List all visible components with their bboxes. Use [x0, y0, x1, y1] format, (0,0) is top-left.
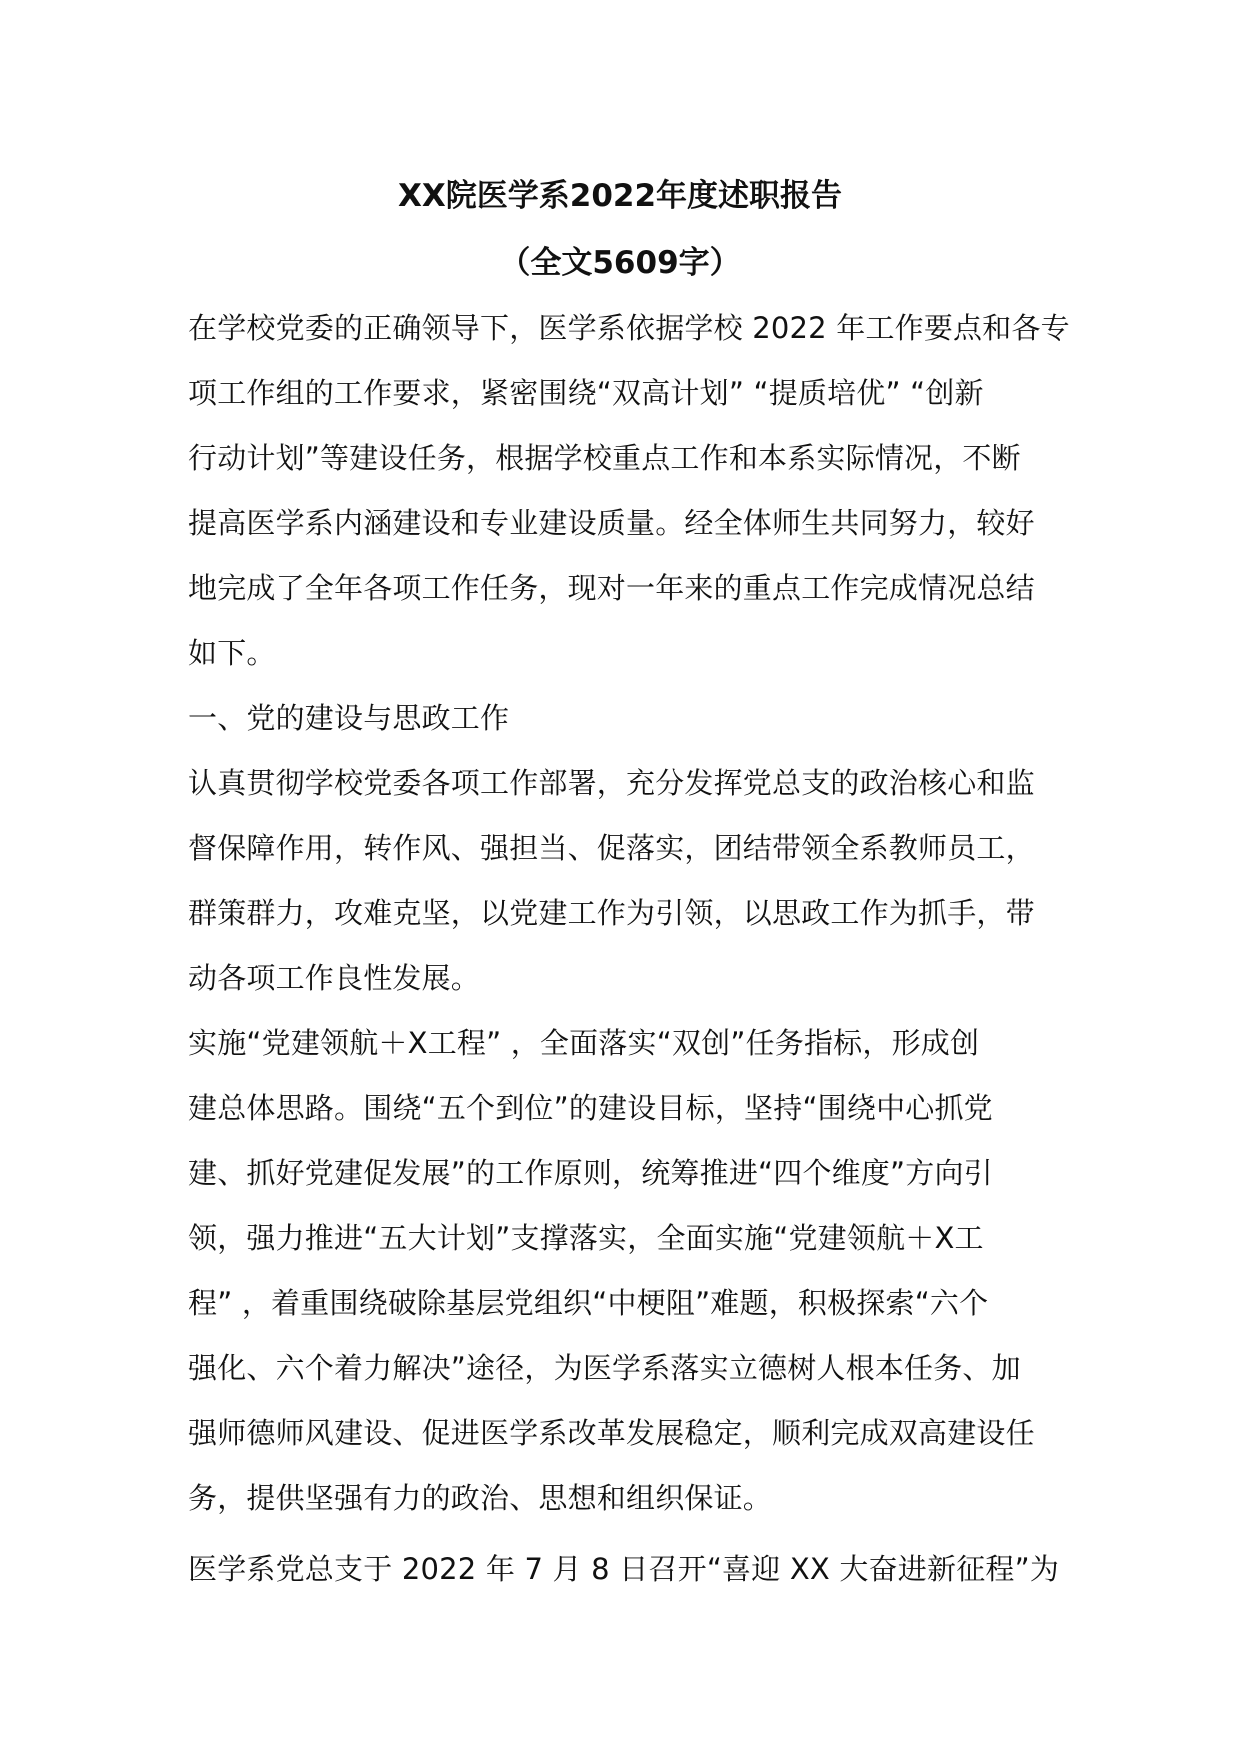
body-line: 建总体思路。围绕“五个到位”的建设目标，坚持“围绕中心抓党 [188, 1091, 993, 1125]
body-line: 督保障作用，转作风、强担当、促落实，团结带领全系教师员工， [188, 831, 1035, 865]
body-line: 建、抓好党建促发展”的工作原则，统筹推进“四个维度”方向引 [188, 1156, 993, 1190]
body-line: 强师德师风建设、促进医学系改革发展稳定，顺利完成双高建设任 [188, 1416, 1035, 1450]
body-line: 务，提供坚强有力的政治、思想和组织保证。 [188, 1481, 773, 1515]
body-line: 实施“党建领航＋X工程” ，全面落实“双创”任务指标，形成创 [188, 1026, 980, 1060]
body-line: 行动计划”等建设任务，根据学校重点工作和本系实际情况，不断 [188, 441, 1021, 475]
body-line: 群策群力，攻难克坚，以党建工作为引领，以思政工作为抓手，带 [188, 896, 1035, 930]
body-line: 医学系党总支于 2022 年 7 月 8 日召开“喜迎 XX 大奋进新征程”为 [188, 1552, 1060, 1586]
body-line: 项工作组的工作要求，紧密围绕“双高计划” “提质培优” “创新 [188, 376, 984, 410]
body-line: 领，强力推进“五大计划”支撑落实，全面实施“党建领航＋X工 [188, 1221, 984, 1255]
document-subtitle: （全文5609字） [499, 245, 741, 281]
body-line: 提高医学系内涵建设和专业建设质量。经全体师生共同努力，较好 [188, 506, 1035, 540]
body-line: 如下。 [188, 636, 276, 670]
body-line: 动各项工作良性发展。 [188, 961, 481, 995]
body-line: 在学校党委的正确领导下，医学系依据学校 2022 年工作要点和各专 [188, 311, 1070, 345]
section-heading: 一、党的建设与思政工作 [188, 701, 510, 735]
body-line: 地完成了全年各项工作任务，现对一年来的重点工作完成情况总结 [188, 571, 1035, 605]
body-line: 强化、六个着力解决”途径，为医学系落实立德树人根本任务、加 [188, 1351, 1021, 1385]
body-line: 认真贯彻学校党委各项工作部署，充分发挥党总支的政治核心和监 [188, 766, 1035, 800]
body-line: 程” ，着重围绕破除基层党组织“中梗阻”难题，积极探索“六个 [188, 1286, 989, 1320]
document-body [188, 306, 1070, 1612]
document-title: XX院医学系2022年度述职报告 [397, 178, 843, 214]
